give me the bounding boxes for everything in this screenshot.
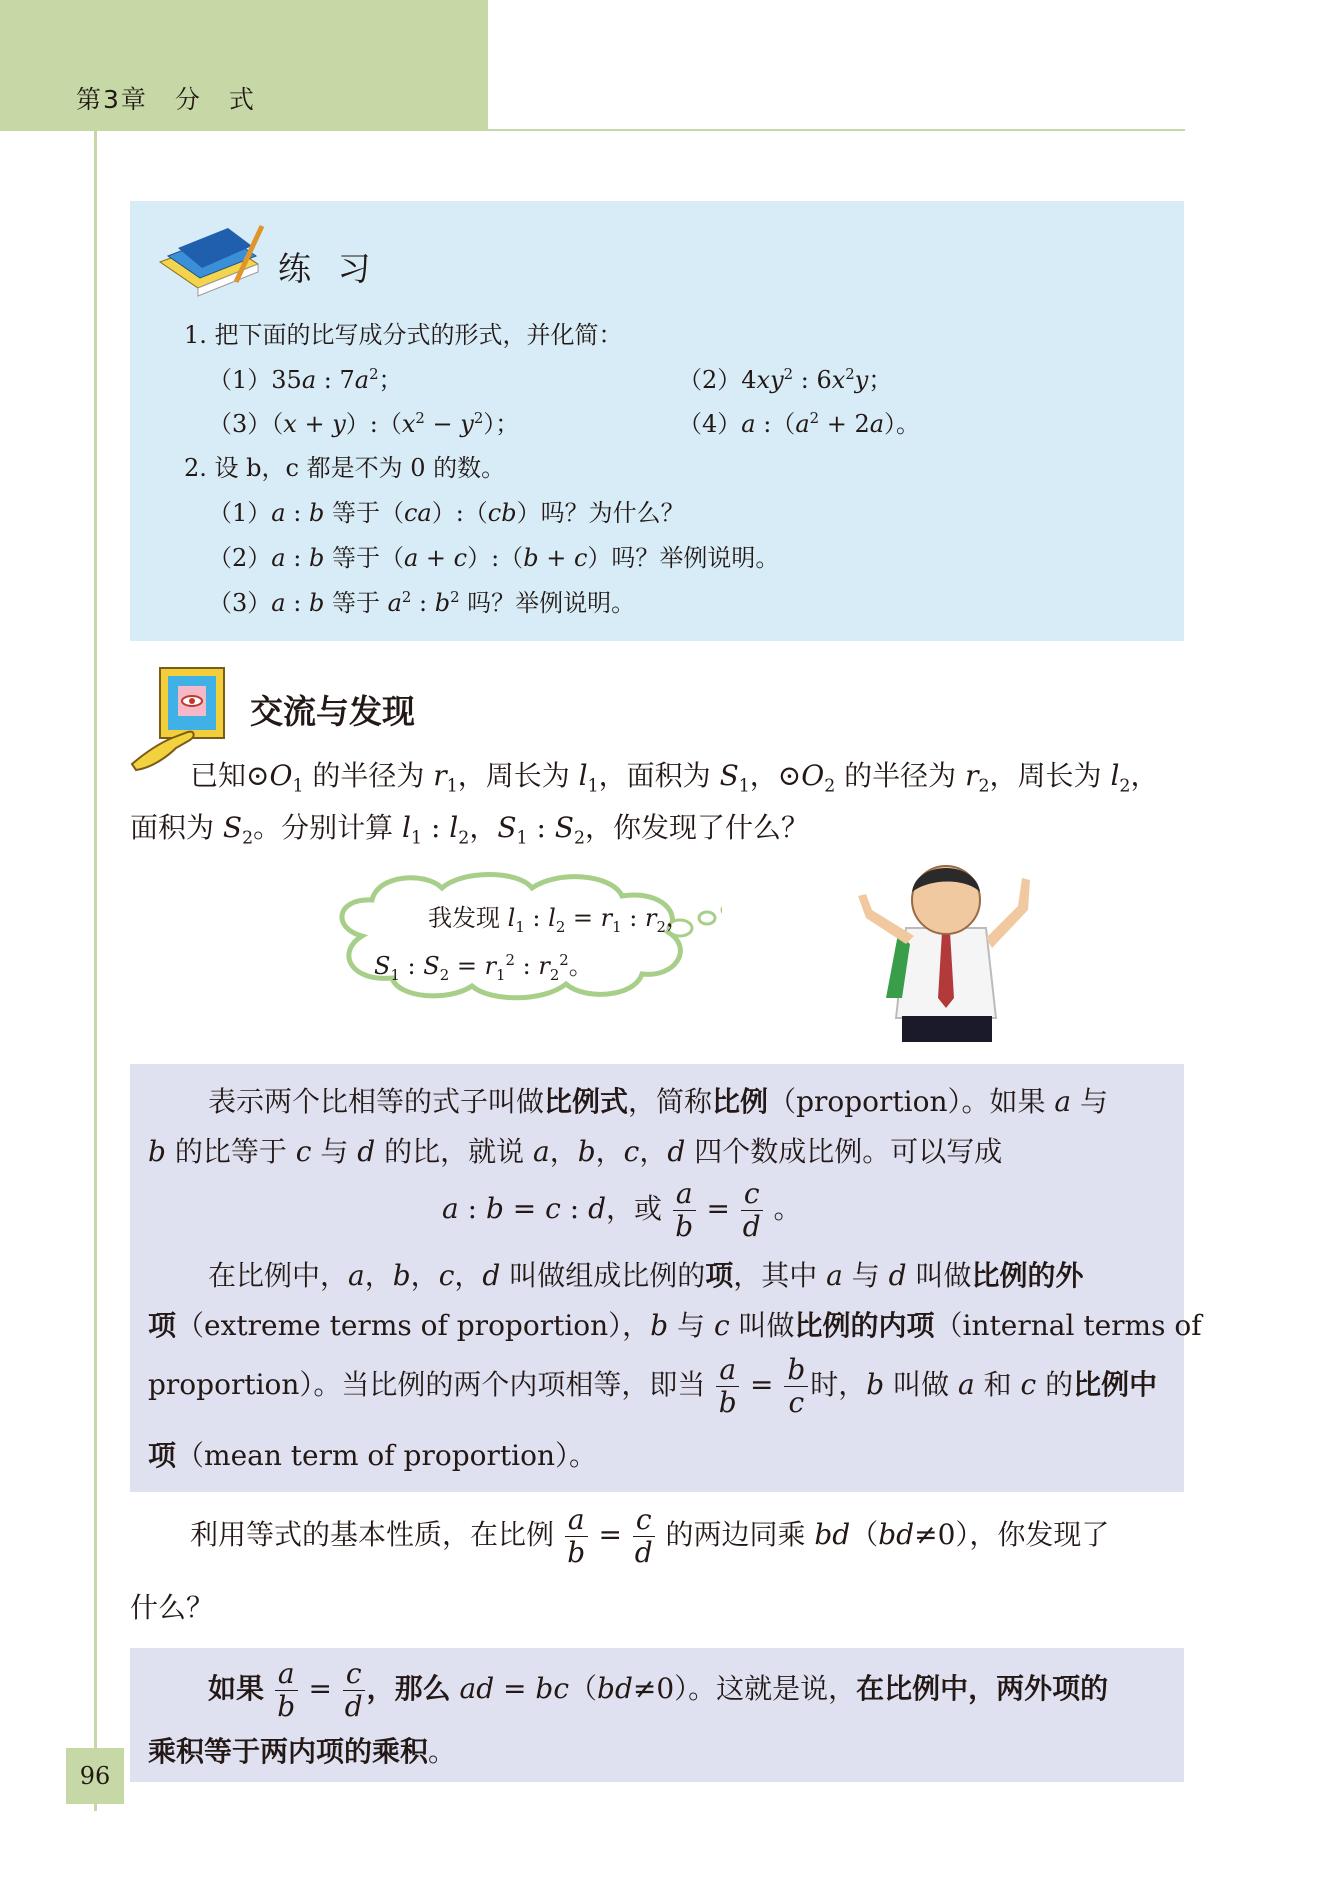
exercise-q2-1: （1）a : b 等于（ca）:（cb）吗？为什么？ — [208, 499, 685, 527]
conclusion-line-1: 如果 $\frac{a}{b}$ = $\frac{c}{d}$ ，那么 ad = bc（bd≠0）。这就是说，在比例中，两外项的 — [208, 1657, 1109, 1723]
conclusion-line-2: 乘积等于两内项的乘积。 — [148, 1735, 457, 1768]
question-line-1: 利用等式的基本性质，在比例 $\frac{a}{b}$ = $\frac{c}{d}$ 的两边同乘 bd（bd≠0），你发现了 — [190, 1503, 1110, 1569]
books-pencil-icon — [150, 222, 270, 300]
exercise-q1-3: $(3)(x + y):(x^2 - y^2)$； — [208, 409, 520, 438]
discover-paragraph-line-1: 已知$⊙O_1$ 的半径为 $r_1$，周长为 $l_1$，面积为 $S_1$，$⊙O_2$ 的半径为 $r_2$，周长为 $l_2$， — [190, 759, 1159, 797]
chapter-title: 第3章 分 式 — [76, 85, 256, 114]
exercise-q1: 1. 把下面的比写成分式的形式，并化简： — [184, 321, 623, 349]
exercise-q1-2: $(2)4xy^2$ : $6x^2y$； — [678, 365, 893, 394]
question-line-2: 什么？ — [130, 1591, 215, 1624]
exercise-q2: 2. 设 b，c 都是不为 0 的数。 — [184, 454, 506, 482]
definition-line-5: proportion）。当比例的两个内项相等，即当 $\frac{a}{b}$ = $\frac{b}{c}$ 时，b 叫做 a 和 c 的比例中 — [148, 1353, 1158, 1419]
discover-paragraph-line-2: 面积为 $S_2$。分别计算 $l_1$ : $l_2$，$S_1$ : $S_2$，你发现了什么？ — [130, 811, 810, 849]
thought-cloud — [322, 866, 722, 1006]
definition-line-1: 表示两个比相等的式子叫做比例式，简称比例（proportion）。如果 a 与 — [208, 1085, 1109, 1118]
page-number: 96 — [66, 1748, 124, 1804]
proportion-formula: a : b = c : d，或 $\frac{a}{b}$ = $\frac{c}{d}$ 。 — [442, 1177, 802, 1243]
margin-rule — [94, 131, 97, 1811]
definition-line-4: 项（extreme terms of proportion），b 与 c 叫做比例的内项（internal terms of — [148, 1309, 1202, 1342]
exercise-q1-4: （4）a $:(a^2 + 2a)$。 — [678, 409, 921, 438]
cloud-line-2: $S_1$ : $S_2 = r_1^2$ : $r_2^2$。 — [374, 951, 593, 984]
discover-title: 交流与发现 — [250, 692, 415, 731]
definition-line-6: 项（mean term of proportion）。 — [148, 1439, 597, 1472]
exercise-title: 练 习 — [278, 249, 379, 288]
exercise-q2-2: （2）a : b 等于（a + c）:（b + c）吗？举例说明。 — [208, 544, 780, 572]
header-rule — [488, 129, 1185, 131]
boy-illustration — [846, 848, 1046, 1048]
definition-line-2: b 的比等于 c 与 d 的比，就说 a，b，c，d 四个数成比例。可以写成 — [148, 1135, 1003, 1168]
definition-line-3: 在比例中，a，b，c，d 叫做组成比例的项，其中 a 与 d 叫做比例的外 — [208, 1259, 1084, 1292]
exercise-q1-1: （1）35a : $7a^2$； — [208, 365, 403, 394]
cloud-line-1: 我发现 $l_1$ : $l_2 = r_1$ : $r_2$， — [428, 904, 690, 936]
exercise-q2-3: （3）a : b 等于 $a^2$ : $b^2$ 吗？举例说明。 — [208, 588, 636, 617]
